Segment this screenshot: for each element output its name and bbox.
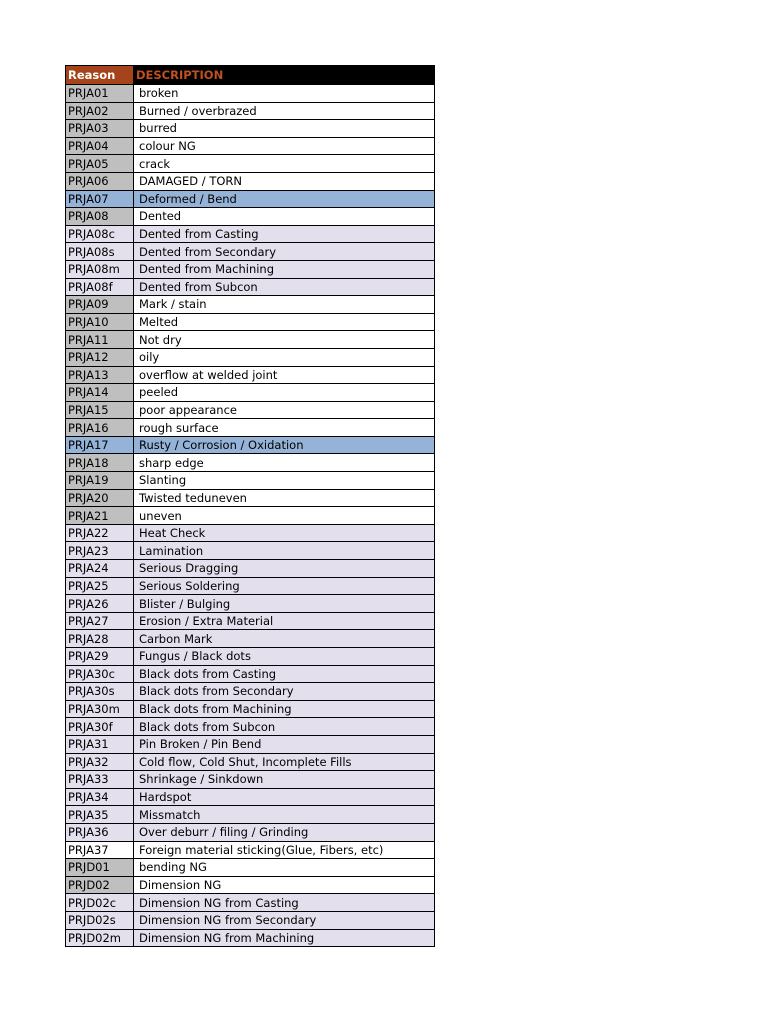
table-row (66, 542, 435, 560)
table-row (66, 683, 435, 701)
description-header[interactable]: DESCRIPTION (134, 66, 435, 85)
table-row (66, 753, 435, 771)
reason-code-cell[interactable]: PRJA35 (66, 806, 134, 824)
description-cell[interactable]: Rusty / Corrosion / Oxidation (134, 436, 435, 454)
reason-code-cell[interactable]: PRJA30m (66, 700, 134, 718)
reason-code-cell[interactable]: PRJA02 (66, 102, 134, 120)
description-cell[interactable]: Serious Soldering (134, 577, 435, 595)
table-row (66, 348, 435, 366)
table-row (66, 366, 435, 384)
description-cell[interactable]: Cold flow, Cold Shut, Incomplete Fills (134, 753, 435, 771)
reason-code-cell[interactable]: PRJA20 (66, 489, 134, 507)
table-row (66, 401, 435, 419)
reason-header[interactable]: Reason (66, 66, 134, 85)
description-cell[interactable]: Black dots from Secondary (134, 683, 435, 701)
description-cell[interactable]: Slanting (134, 472, 435, 490)
description-cell[interactable]: crack (134, 155, 435, 173)
reason-code-cell[interactable]: PRJA36 (66, 823, 134, 841)
reason-code-cell[interactable]: PRJA34 (66, 788, 134, 806)
table-row (66, 806, 435, 824)
reason-code-cell[interactable]: PRJD02c (66, 894, 134, 912)
reason-code-cell[interactable]: PRJD01 (66, 859, 134, 877)
description-cell[interactable]: DAMAGED / TORN (134, 172, 435, 190)
description-cell[interactable]: Dimension NG from Casting (134, 894, 435, 912)
reason-code-cell[interactable]: PRJD02m (66, 929, 134, 947)
reason-code-cell[interactable]: PRJA06 (66, 172, 134, 190)
description-cell[interactable]: Shrinkage / Sinkdown (134, 771, 435, 789)
reason-code-cell[interactable]: PRJA27 (66, 612, 134, 630)
table-row (66, 225, 435, 243)
description-cell[interactable]: Deformed / Bend (134, 190, 435, 208)
reason-code-cell[interactable]: PRJA16 (66, 419, 134, 437)
description-cell[interactable]: Lamination (134, 542, 435, 560)
reason-code-cell[interactable]: PRJA25 (66, 577, 134, 595)
table-row (66, 313, 435, 331)
description-cell[interactable]: broken (134, 85, 435, 103)
reason-code-cell[interactable]: PRJA08 (66, 208, 134, 226)
reason-code-cell[interactable]: PRJA17 (66, 436, 134, 454)
table-row (66, 524, 435, 542)
reason-code-cell[interactable]: PRJA08f (66, 278, 134, 296)
description-cell[interactable]: Hardspot (134, 788, 435, 806)
reason-code-cell[interactable]: PRJA08c (66, 225, 134, 243)
table-row (66, 155, 435, 173)
description-cell[interactable]: burred (134, 120, 435, 138)
description-cell[interactable]: Not dry (134, 331, 435, 349)
reason-code-cell[interactable]: PRJA23 (66, 542, 134, 560)
description-cell[interactable]: Foreign material sticking(Glue, Fibers, etc) (134, 841, 435, 859)
reason-code-cell[interactable]: PRJA29 (66, 648, 134, 666)
reason-code-cell[interactable]: PRJA26 (66, 595, 134, 613)
table-row (66, 102, 435, 120)
reason-code-cell[interactable]: PRJA30s (66, 683, 134, 701)
description-cell[interactable]: Mark / stain (134, 296, 435, 314)
table-row (66, 876, 435, 894)
description-cell[interactable]: Dented (134, 208, 435, 226)
table-row (66, 612, 435, 630)
table-row (66, 788, 435, 806)
description-cell[interactable]: poor appearance (134, 401, 435, 419)
reason-code-cell[interactable]: PRJA31 (66, 735, 134, 753)
reason-code-sheet (65, 65, 434, 947)
reason-code-cell[interactable]: PRJA30f (66, 718, 134, 736)
reason-code-cell[interactable]: PRJD02 (66, 876, 134, 894)
table-row (66, 384, 435, 402)
table-row (66, 507, 435, 525)
table-row (66, 894, 435, 912)
description-cell[interactable]: uneven (134, 507, 435, 525)
description-cell[interactable]: Dented from Secondary (134, 243, 435, 261)
description-cell[interactable]: Black dots from Casting (134, 665, 435, 683)
description-cell[interactable]: Over deburr / filing / Grinding (134, 823, 435, 841)
table-row (66, 577, 435, 595)
reason-code-cell[interactable]: PRJA07 (66, 190, 134, 208)
table-row (66, 489, 435, 507)
description-cell[interactable]: Black dots from Subcon (134, 718, 435, 736)
reason-code-cell[interactable]: PRJA37 (66, 841, 134, 859)
reason-code-cell[interactable]: PRJA12 (66, 348, 134, 366)
reason-code-cell[interactable]: PRJA19 (66, 472, 134, 490)
reason-code-cell[interactable]: PRJA24 (66, 560, 134, 578)
table-row (66, 296, 435, 314)
reason-code-cell[interactable]: PRJA05 (66, 155, 134, 173)
reason-code-cell[interactable]: PRJA10 (66, 313, 134, 331)
description-cell[interactable]: oily (134, 348, 435, 366)
reason-code-cell[interactable]: PRJA08s (66, 243, 134, 261)
description-cell[interactable]: Dimension NG from Machining (134, 929, 435, 947)
description-cell[interactable]: Dented from Subcon (134, 278, 435, 296)
description-cell[interactable]: Erosion / Extra Material (134, 612, 435, 630)
description-cell[interactable]: overflow at welded joint (134, 366, 435, 384)
reason-code-cell[interactable]: PRJA22 (66, 524, 134, 542)
description-cell[interactable]: bending NG (134, 859, 435, 877)
table-row (66, 137, 435, 155)
description-cell[interactable]: Dented from Machining (134, 260, 435, 278)
reason-code-cell[interactable]: PRJA15 (66, 401, 134, 419)
table-row (66, 718, 435, 736)
table-row (66, 595, 435, 613)
description-cell[interactable]: Melted (134, 313, 435, 331)
table-row (66, 841, 435, 859)
table-row (66, 823, 435, 841)
table-row (66, 735, 435, 753)
description-cell[interactable]: sharp edge (134, 454, 435, 472)
description-cell[interactable]: Twisted teduneven (134, 489, 435, 507)
description-cell[interactable]: Dimension NG (134, 876, 435, 894)
table-row (66, 331, 435, 349)
table-row (66, 454, 435, 472)
table-row (66, 648, 435, 666)
reason-code-cell[interactable]: PRJA01 (66, 85, 134, 103)
description-cell[interactable]: Heat Check (134, 524, 435, 542)
description-cell[interactable]: Fungus / Black dots (134, 648, 435, 666)
description-cell[interactable]: Pin Broken / Pin Bend (134, 735, 435, 753)
description-cell[interactable]: Missmatch (134, 806, 435, 824)
reason-code-cell[interactable]: PRJA28 (66, 630, 134, 648)
table-row (66, 436, 435, 454)
table-row (66, 700, 435, 718)
reason-code-cell[interactable]: PRJA14 (66, 384, 134, 402)
reason-code-cell[interactable]: PRJA03 (66, 120, 134, 138)
reason-code-cell[interactable]: PRJA04 (66, 137, 134, 155)
table-row (66, 243, 435, 261)
description-cell[interactable]: rough surface (134, 419, 435, 437)
reason-code-cell[interactable]: PRJA32 (66, 753, 134, 771)
table-row (66, 929, 435, 947)
table-row (66, 771, 435, 789)
description-cell[interactable]: Burned / overbrazed (134, 102, 435, 120)
description-cell[interactable]: Black dots from Machining (134, 700, 435, 718)
reason-code-cell[interactable]: PRJA18 (66, 454, 134, 472)
reason-code-cell[interactable]: PRJD02s (66, 911, 134, 929)
table-row (66, 859, 435, 877)
reason-code-cell[interactable]: PRJA09 (66, 296, 134, 314)
reason-code-cell[interactable]: PRJA21 (66, 507, 134, 525)
table-row (66, 190, 435, 208)
reason-code-cell[interactable]: PRJA11 (66, 331, 134, 349)
description-cell[interactable]: Dented from Casting (134, 225, 435, 243)
header-row (66, 66, 435, 85)
table-row (66, 172, 435, 190)
description-cell[interactable]: Carbon Mark (134, 630, 435, 648)
table-row (66, 911, 435, 929)
table-row (66, 560, 435, 578)
table-body (66, 85, 435, 947)
description-cell[interactable]: peeled (134, 384, 435, 402)
reason-code-cell[interactable]: PRJA08m (66, 260, 134, 278)
reason-code-cell[interactable]: PRJA33 (66, 771, 134, 789)
description-cell[interactable]: colour NG (134, 137, 435, 155)
description-cell[interactable]: Serious Dragging (134, 560, 435, 578)
table-row (66, 419, 435, 437)
description-cell[interactable]: Blister / Bulging (134, 595, 435, 613)
table-row (66, 630, 435, 648)
reason-table (65, 65, 435, 947)
reason-code-cell[interactable]: PRJA13 (66, 366, 134, 384)
table-row (66, 120, 435, 138)
table-row (66, 278, 435, 296)
table-row (66, 208, 435, 226)
table-row (66, 85, 435, 103)
table-row (66, 260, 435, 278)
reason-code-cell[interactable]: PRJA30c (66, 665, 134, 683)
table-row (66, 665, 435, 683)
description-cell[interactable]: Dimension NG from Secondary (134, 911, 435, 929)
table-row (66, 472, 435, 490)
